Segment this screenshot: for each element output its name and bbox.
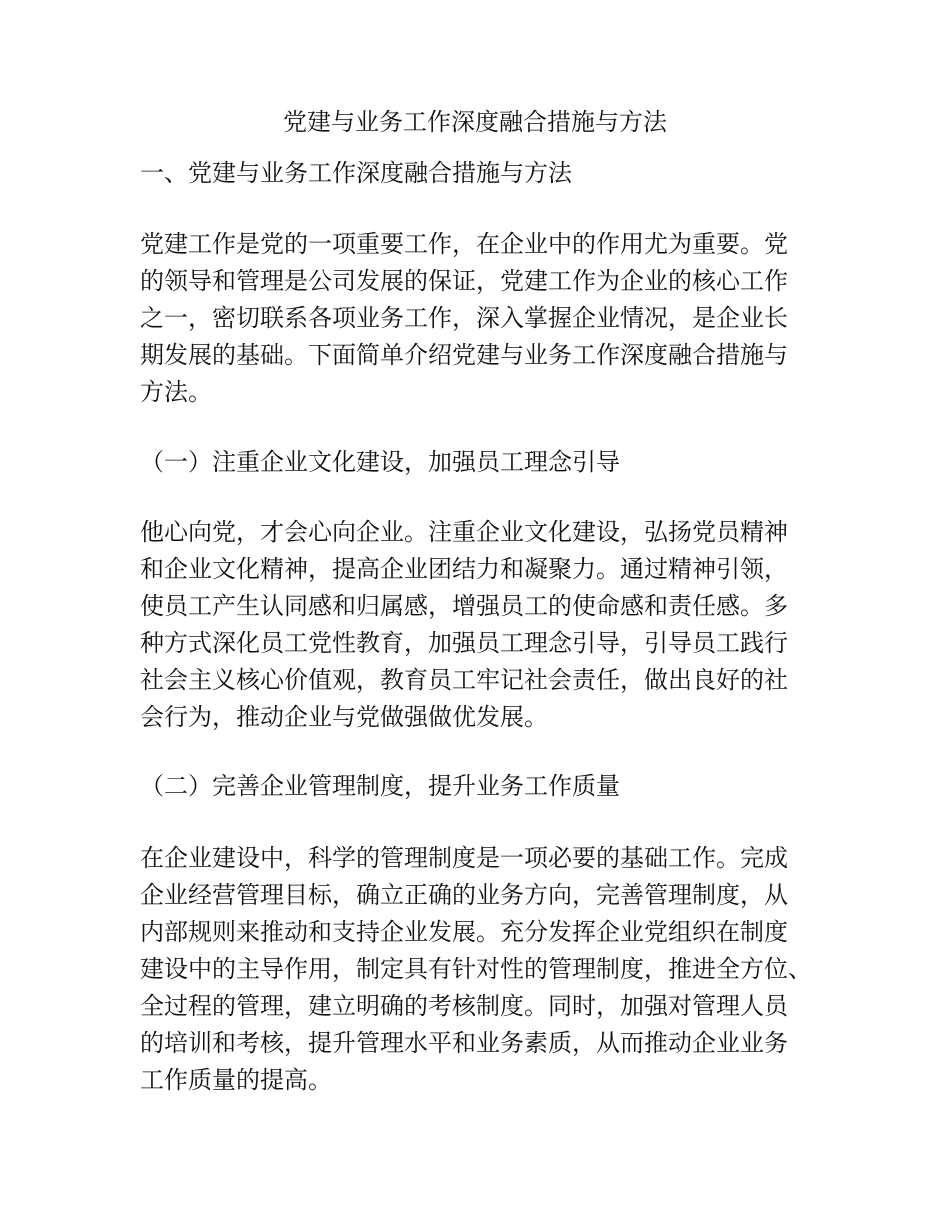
subsection-2-heading: （二）完善企业管理制度，提升业务工作质量	[140, 772, 620, 800]
paragraph-line: 方法。	[140, 378, 212, 406]
section-heading: 一、党建与业务工作深度融合措施与方法	[140, 159, 572, 187]
paragraph-line: 建设中的主导作用，制定具有针对性的管理制度，推进全方位、	[140, 955, 812, 983]
document-title: 党建与业务工作深度融合措施与方法	[283, 108, 667, 136]
paragraph-line: 期发展的基础。下面简单介绍党建与业务工作深度融合措施与	[140, 341, 788, 369]
paragraph-line: 会行为，推动企业与党做强做优发展。	[140, 703, 548, 731]
subsection-2-paragraph	[140, 840, 830, 1099]
paragraph-line: 之一，密切联系各项业务工作，深入掌握企业情况，是企业长	[140, 304, 788, 332]
paragraph-line: 内部规则来推动和支持企业发展。充分发挥企业党组织在制度	[140, 918, 788, 946]
paragraph-line: 社会主义核心价值观，教育员工牢记社会责任，做出良好的社	[140, 666, 788, 694]
paragraph-line: 在企业建设中，科学的管理制度是一项必要的基础工作。完成	[140, 844, 788, 872]
paragraph-line: 的领导和管理是公司发展的保证，党建工作为企业的核心工作	[140, 267, 788, 295]
subsection-1-paragraph	[140, 514, 830, 736]
paragraph-line: 党建工作是党的一项重要工作，在企业中的作用尤为重要。党	[140, 230, 788, 258]
paragraph-line: 工作质量的提高。	[140, 1066, 332, 1094]
paragraph-line: 种方式深化员工党性教育，加强员工理念引导，引导员工践行	[140, 629, 788, 657]
intro-paragraph	[140, 226, 830, 411]
paragraph-line: 使员工产生认同感和归属感，增强员工的使命感和责任感。多	[140, 592, 788, 620]
paragraph-line: 的培训和考核，提升管理水平和业务素质，从而推动企业业务	[140, 1029, 788, 1057]
paragraph-line: 企业经营管理目标，确立正确的业务方向，完善管理制度，从	[140, 881, 788, 909]
paragraph-line: 和企业文化精神，提高企业团结力和凝聚力。通过精神引领，	[140, 555, 788, 583]
paragraph-line: 他心向党，才会心向企业。注重企业文化建设，弘扬党员精神	[140, 518, 788, 546]
paragraph-line: 全过程的管理，建立明确的考核制度。同时，加强对管理人员	[140, 992, 788, 1020]
subsection-1-heading: （一）注重企业文化建设，加强员工理念引导	[140, 448, 620, 476]
